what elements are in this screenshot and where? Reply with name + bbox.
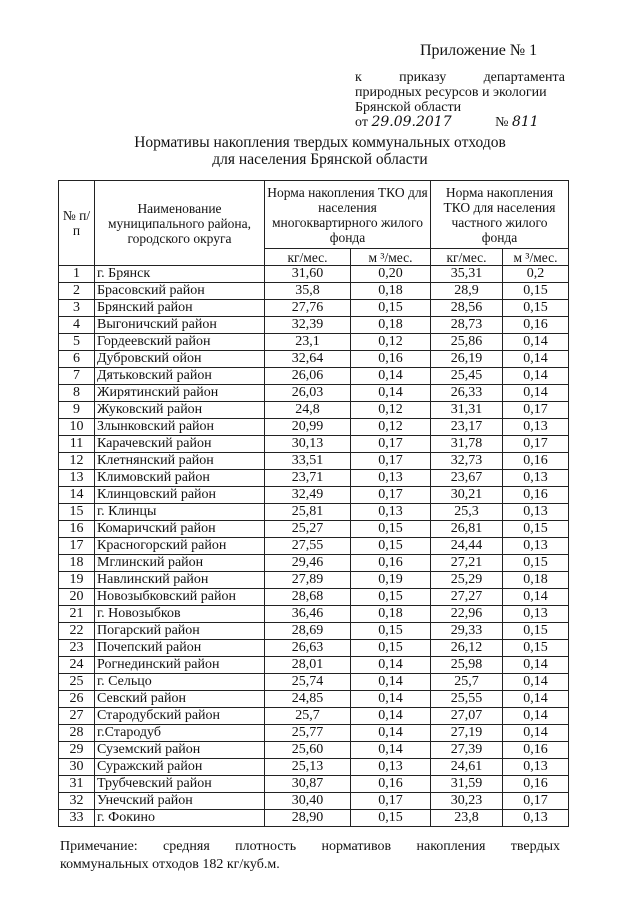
row-number: 22 [59,623,95,640]
district-name: Карачевский район [95,436,265,453]
apartment-m3: 0,17 [351,793,431,810]
apartment-kg: 30,13 [265,436,351,453]
private-m3: 0,17 [503,402,569,419]
table-row [59,742,569,759]
private-m3: 0,14 [503,657,569,674]
apartment-m3: 0,14 [351,385,431,402]
row-number: 19 [59,572,95,589]
row-number: 16 [59,521,95,538]
district-name: Унечский район [95,793,265,810]
apartment-m3: 0,18 [351,606,431,623]
row-number: 32 [59,793,95,810]
apartment-kg: 36,46 [265,606,351,623]
private-m3: 0,14 [503,708,569,725]
apartment-m3: 0,16 [351,351,431,368]
table-row [59,334,569,351]
note-word-6: твердых [510,839,560,854]
table-row [59,793,569,810]
note-line-2: коммунальных отходов 182 кг/куб.м. [60,857,280,872]
row-number: 28 [59,725,95,742]
apartment-m3: 0,13 [351,470,431,487]
table-row [59,266,569,283]
private-kg: 23,8 [431,810,503,827]
district-name: Погарский район [95,623,265,640]
district-name: г. Фокино [95,810,265,827]
table-row [59,521,569,538]
unit-m3-private: м ³/мес. [503,249,569,266]
unit-kg-apartment: кг/мес. [265,249,351,266]
table-row [59,283,569,300]
apartment-m3: 0,14 [351,368,431,385]
page-title [0,134,640,168]
row-number: 5 [59,334,95,351]
row-number: 7 [59,368,95,385]
district-name: Брасовский район [95,283,265,300]
private-m3: 0,15 [503,521,569,538]
table-row [59,691,569,708]
private-kg: 25,55 [431,691,503,708]
title-line-2: для населения Брянской области [212,151,428,168]
table-row [59,504,569,521]
private-kg: 27,19 [431,725,503,742]
private-m3: 0,18 [503,572,569,589]
table-row [59,453,569,470]
title-line-1: Нормативы накопления твердых коммунальных отходов [134,134,506,151]
private-m3: 0,13 [503,810,569,827]
note-word-5: накопления [416,839,486,854]
district-name: Дятьковский район [95,368,265,385]
district-name: Суземский район [95,742,265,759]
private-m3: 0,17 [503,793,569,810]
table-row [59,708,569,725]
apartment-kg: 25,74 [265,674,351,691]
table-row [59,776,569,793]
district-name: Рогнединский район [95,657,265,674]
row-number: 31 [59,776,95,793]
table-row [59,657,569,674]
private-kg: 26,81 [431,521,503,538]
order-word-prikaz: приказу [399,70,447,85]
district-name: Комаричский район [95,521,265,538]
district-name: Навлинский район [95,572,265,589]
private-kg: 25,98 [431,657,503,674]
apartment-m3: 0,20 [351,266,431,283]
private-m3: 0,16 [503,776,569,793]
table-row [59,300,569,317]
apartment-kg: 28,69 [265,623,351,640]
private-m3: 0,16 [503,453,569,470]
table-row [59,351,569,368]
row-number: 17 [59,538,95,555]
table-row [59,640,569,657]
private-kg: 25,45 [431,368,503,385]
row-number: 20 [59,589,95,606]
apartment-kg: 35,8 [265,283,351,300]
table-row [59,368,569,385]
row-number: 8 [59,385,95,402]
apartment-m3: 0,12 [351,402,431,419]
apartment-kg: 26,06 [265,368,351,385]
apartment-m3: 0,17 [351,487,431,504]
col-header-name: Наименование муниципального района, городского округа [95,181,265,266]
apartment-m3: 0,14 [351,674,431,691]
apartment-m3: 0,15 [351,640,431,657]
apartment-m3: 0,13 [351,759,431,776]
apartment-kg: 25,27 [265,521,351,538]
note-word-3: плотность [235,839,297,854]
apartment-kg: 26,03 [265,385,351,402]
apartment-m3: 0,15 [351,300,431,317]
private-m3: 0,13 [503,538,569,555]
apartment-m3: 0,14 [351,657,431,674]
district-name: г. Новозыбков [95,606,265,623]
private-m3: 0,16 [503,742,569,759]
private-kg: 27,39 [431,742,503,759]
district-name: Дубровский ойон [95,351,265,368]
private-kg: 35,31 [431,266,503,283]
apartment-m3: 0,15 [351,521,431,538]
private-kg: 30,21 [431,487,503,504]
apartment-kg: 24,8 [265,402,351,419]
apartment-kg: 28,68 [265,589,351,606]
private-kg: 25,7 [431,674,503,691]
table-row [59,402,569,419]
row-number: 1 [59,266,95,283]
apartment-m3: 0,15 [351,623,431,640]
apartment-kg: 25,7 [265,708,351,725]
apartment-m3: 0,16 [351,555,431,572]
private-m3: 0,13 [503,470,569,487]
apartment-kg: 28,01 [265,657,351,674]
district-name: Жирятинский район [95,385,265,402]
apartment-kg: 27,76 [265,300,351,317]
row-number: 11 [59,436,95,453]
apartment-m3: 0,12 [351,334,431,351]
district-name: Трубчевский район [95,776,265,793]
order-date: 29.09.2017 [371,114,452,130]
row-number: 9 [59,402,95,419]
private-kg: 24,44 [431,538,503,555]
private-m3: 0,15 [503,640,569,657]
apartment-kg: 28,90 [265,810,351,827]
table-row [59,555,569,572]
private-kg: 31,59 [431,776,503,793]
private-m3: 0,14 [503,691,569,708]
table-body [59,266,569,827]
appendix-label: Приложение № 1 [420,42,538,59]
apartment-m3: 0,17 [351,453,431,470]
row-number: 21 [59,606,95,623]
row-number: 29 [59,742,95,759]
private-kg: 25,86 [431,334,503,351]
unit-kg-private: кг/мес. [431,249,503,266]
order-reference [355,70,565,130]
apartment-m3: 0,13 [351,504,431,521]
district-name: Красногорский район [95,538,265,555]
table-row [59,470,569,487]
private-kg: 31,31 [431,402,503,419]
apartment-m3: 0,19 [351,572,431,589]
table-row [59,385,569,402]
note [60,838,560,874]
table-row [59,538,569,555]
row-number: 14 [59,487,95,504]
private-kg: 25,29 [431,572,503,589]
table-row [59,589,569,606]
apartment-kg: 32,39 [265,317,351,334]
private-m3: 0,16 [503,487,569,504]
private-m3: 0,15 [503,623,569,640]
private-m3: 0,13 [503,759,569,776]
apartment-kg: 23,71 [265,470,351,487]
private-m3: 0,14 [503,725,569,742]
district-name: Жуковский район [95,402,265,419]
private-kg: 31,78 [431,436,503,453]
row-number: 30 [59,759,95,776]
apartment-m3: 0,16 [351,776,431,793]
row-number: 27 [59,708,95,725]
private-m3: 0,15 [503,300,569,317]
table-row [59,623,569,640]
apartment-kg: 33,51 [265,453,351,470]
col-header-private: Норма накопления ТКО для населения частного жилого фонда [431,181,569,249]
district-name: Злынковский район [95,419,265,436]
apartment-kg: 27,55 [265,538,351,555]
private-kg: 29,33 [431,623,503,640]
apartment-kg: 24,85 [265,691,351,708]
district-name: Брянский район [95,300,265,317]
table-row [59,759,569,776]
private-kg: 24,61 [431,759,503,776]
apartment-kg: 25,60 [265,742,351,759]
apartment-kg: 27,89 [265,572,351,589]
private-m3: 0,14 [503,385,569,402]
private-m3: 0,13 [503,504,569,521]
private-m3: 0,14 [503,334,569,351]
apartment-kg: 26,63 [265,640,351,657]
private-kg: 22,96 [431,606,503,623]
row-number: 33 [59,810,95,827]
private-kg: 26,19 [431,351,503,368]
apartment-kg: 25,81 [265,504,351,521]
private-m3: 0,14 [503,589,569,606]
apartment-m3: 0,14 [351,691,431,708]
row-number: 10 [59,419,95,436]
table-row [59,419,569,436]
note-word-4: нормативов [321,839,392,854]
apartment-kg: 31,60 [265,266,351,283]
private-m3: 0,14 [503,368,569,385]
private-m3: 0,14 [503,351,569,368]
district-name: г.Стародуб [95,725,265,742]
apartment-m3: 0,18 [351,317,431,334]
apartment-m3: 0,14 [351,708,431,725]
district-name: Клетнянский район [95,453,265,470]
apartment-m3: 0,14 [351,725,431,742]
district-name: Гордеевский район [95,334,265,351]
apartment-m3: 0,12 [351,419,431,436]
order-word-department: департамента [483,70,565,85]
apartment-kg: 30,87 [265,776,351,793]
row-number: 12 [59,453,95,470]
apartment-kg: 32,64 [265,351,351,368]
table-row [59,572,569,589]
order-line-3: Брянской области [355,100,462,115]
row-number: 6 [59,351,95,368]
order-number-prefix: № [495,115,509,130]
private-kg: 30,23 [431,793,503,810]
private-m3: 0,16 [503,317,569,334]
private-kg: 27,27 [431,589,503,606]
apartment-kg: 20,99 [265,419,351,436]
row-number: 24 [59,657,95,674]
apartment-m3: 0,18 [351,283,431,300]
row-number: 3 [59,300,95,317]
district-name: г. Клинцы [95,504,265,521]
private-kg: 26,33 [431,385,503,402]
table-row [59,606,569,623]
private-kg: 32,73 [431,453,503,470]
apartment-m3: 0,14 [351,742,431,759]
table-row [59,487,569,504]
private-m3: 0,15 [503,555,569,572]
district-name: Новозыбковский район [95,589,265,606]
district-name: Выгоничский район [95,317,265,334]
private-m3: 0,2 [503,266,569,283]
unit-m3-apartment: м ³/мес. [351,249,431,266]
apartment-kg: 23,1 [265,334,351,351]
district-name: Климовский район [95,470,265,487]
apartment-kg: 30,40 [265,793,351,810]
apartment-kg: 29,46 [265,555,351,572]
col-header-num: № п/п [59,181,95,266]
district-name: г. Сельцо [95,674,265,691]
private-m3: 0,15 [503,283,569,300]
row-number: 26 [59,691,95,708]
row-number: 25 [59,674,95,691]
private-m3: 0,13 [503,419,569,436]
private-m3: 0,17 [503,436,569,453]
row-number: 13 [59,470,95,487]
apartment-kg: 25,77 [265,725,351,742]
district-name: Клинцовский район [95,487,265,504]
table-row [59,810,569,827]
private-kg: 27,07 [431,708,503,725]
district-name: г. Брянск [95,266,265,283]
row-number: 4 [59,317,95,334]
order-from: от [355,115,368,130]
private-kg: 25,3 [431,504,503,521]
row-number: 15 [59,504,95,521]
note-word-2: средняя [163,839,210,854]
private-kg: 26,12 [431,640,503,657]
order-date-line [355,115,565,130]
private-kg: 23,67 [431,470,503,487]
apartment-m3: 0,17 [351,436,431,453]
row-number: 23 [59,640,95,657]
apartment-m3: 0,15 [351,589,431,606]
order-line-2: природных ресурсов и экологии [355,85,547,100]
private-kg: 28,9 [431,283,503,300]
table-row [59,674,569,691]
private-kg: 28,73 [431,317,503,334]
apartment-m3: 0,15 [351,538,431,555]
table-row [59,436,569,453]
order-word-k: к [355,70,362,85]
private-m3: 0,13 [503,606,569,623]
district-name: Суражский район [95,759,265,776]
row-number: 18 [59,555,95,572]
table-row [59,725,569,742]
district-name: Почепский район [95,640,265,657]
private-m3: 0,14 [503,674,569,691]
apartment-m3: 0,15 [351,810,431,827]
order-number: 811 [511,114,539,130]
private-kg: 27,21 [431,555,503,572]
district-name: Мглинский район [95,555,265,572]
col-header-apartment: Норма накопления ТКО для населения многоквартирного жилого фонда [265,181,431,249]
district-name: Севский район [95,691,265,708]
apartment-kg: 25,13 [265,759,351,776]
private-kg: 23,17 [431,419,503,436]
note-word-1: Примечание: [60,839,138,854]
table-row [59,317,569,334]
row-number: 2 [59,283,95,300]
norms-table [58,180,569,827]
private-kg: 28,56 [431,300,503,317]
district-name: Стародубский район [95,708,265,725]
apartment-kg: 32,49 [265,487,351,504]
